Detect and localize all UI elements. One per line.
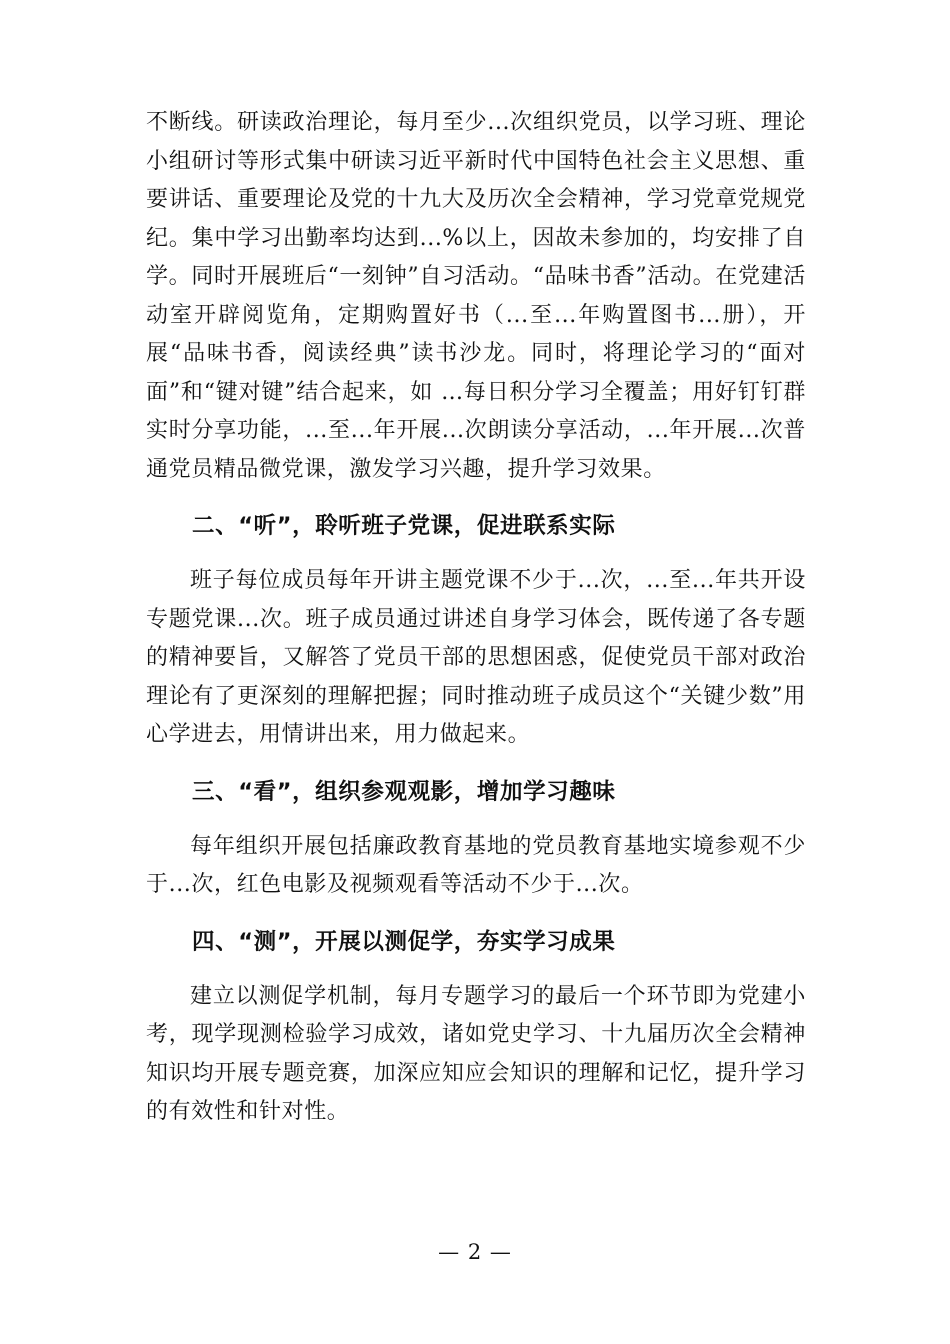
section-body-test: 建立以测促学机制，每月专题学习的最后一个环节即为党建小考，现学现测检验学习成效，诸如党史学习、十九届历次全会精神知识均开展专题竞赛，加深应知应会知识的理解和记忆，提升学习的有效性和针对性。	[146, 983, 806, 1124]
section-heading-watch: 三、“看”，组织参观观影，增加学习趣味	[192, 778, 616, 805]
page-number: — 2 —	[438, 1240, 512, 1264]
section-body-listen: 班子每位成员每年开讲主题党课不少于...次，...至...年共开设专题党课...次。班子成员通过讲述自身学习体会，既传递了各专题的精神要旨，又解答了党员干部的思想困惑，促使党员干部对政治理论有了更深刻的理解把握；同时推动班子成员这个“关键少数”用心学进去，用情讲出来，用力做起来。	[146, 568, 806, 747]
document-body	[146, 104, 806, 1132]
paragraph-continued: 不断线。研读政治理论，每月至少...次组织党员，以学习班、理论小组研讨等形式集中研读习近平新时代中国特色社会主义思想、重要讲话、重要理论及党的十九大及历次全会精神，学习党章党规党纪。集中学习出勤率均达到...%以上，因故未参加的，均安排了自学。同时开展班后“一刻钟”自习活动。“品味书香”活动。在党建活动室开辟阅览角，定期购置好书（...至...年购置图书...册），开展“品味书香，阅读经典”读书沙龙。同时，将理论学习的“面对面”和“键对键”结合起来，如 …每日积分学习全覆盖；用好钉钉群实时分享功能，...至...年开展...次朗读分享活动，...年开展...次普通党员精品微党课，激发学习兴趣，提升学习效果。	[146, 110, 806, 482]
section-heading-listen: 二、“听”，聆听班子党课，促进联系实际	[192, 513, 616, 539]
section-heading-test: 四、“测”，开展以测促学，夯实学习成果	[192, 928, 616, 955]
section-body-watch: 每年组织开展包括廉政教育基地的党员教育基地实境参观不少于...次，红色电影及视频观看等活动不少于...次。	[146, 833, 806, 897]
